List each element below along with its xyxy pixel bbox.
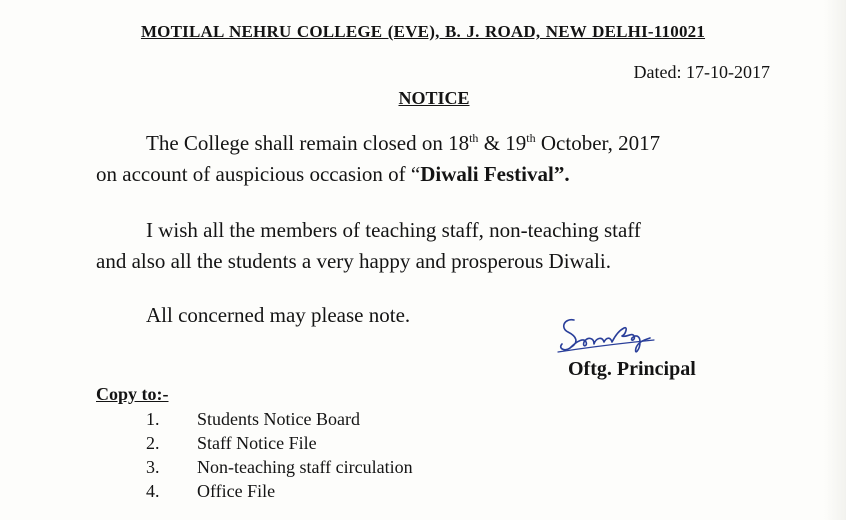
list-item-text: Staff Notice File <box>197 433 317 453</box>
closure-line-1 <box>96 128 776 159</box>
wishes-line-2: and also all the students a very happy and prosperous Diwali. <box>96 249 611 273</box>
occasion-text: on account of auspicious occasion of “ <box>96 162 421 186</box>
list-item-number: 2. <box>146 433 160 453</box>
wishes-line-1: I wish all the members of teaching staff, non-teaching staff <box>146 218 641 242</box>
copy-to-label: Copy to:- <box>96 384 169 404</box>
notice-date: Dated: 17-10-2017 <box>633 62 770 82</box>
list-item <box>146 408 413 432</box>
closure-text-b: & 19 <box>478 131 527 155</box>
concerned-text: All concerned may please note. <box>146 303 411 327</box>
list-item <box>146 480 413 504</box>
ordinal-sup-2: th <box>526 131 536 145</box>
list-item-number: 1. <box>146 409 160 429</box>
list-item-text: Non-teaching staff circulation <box>197 457 413 477</box>
closure-paragraph <box>96 128 776 190</box>
closure-text-a: The College shall remain closed on 18 <box>146 131 470 155</box>
occasion-end: ”. <box>553 162 570 186</box>
list-item-number: 4. <box>146 481 160 501</box>
concerned-note <box>146 300 826 331</box>
list-item-text: Office File <box>197 481 276 501</box>
list-item-number: 3. <box>146 457 160 477</box>
closure-line-2 <box>96 159 776 190</box>
signature-stroke <box>561 320 650 352</box>
festival-name: Diwali Festival <box>420 162 554 186</box>
ordinal-sup-1: th <box>469 131 479 145</box>
copy-to-list <box>146 408 413 504</box>
principal-signature <box>554 312 664 360</box>
notice-title: NOTICE <box>398 88 470 108</box>
college-header: MOTILAL NEHRU COLLEGE (EVE), B. J. ROAD, NEW DELHI-110021 <box>140 22 706 41</box>
principal-designation: Oftg. Principal <box>568 358 696 380</box>
list-item <box>146 432 413 456</box>
wishes-paragraph <box>96 215 776 277</box>
closure-text-c: October, 2017 <box>535 131 661 155</box>
list-item-text: Students Notice Board <box>197 409 360 429</box>
list-item <box>146 456 413 480</box>
page-edge-shade <box>824 0 846 520</box>
